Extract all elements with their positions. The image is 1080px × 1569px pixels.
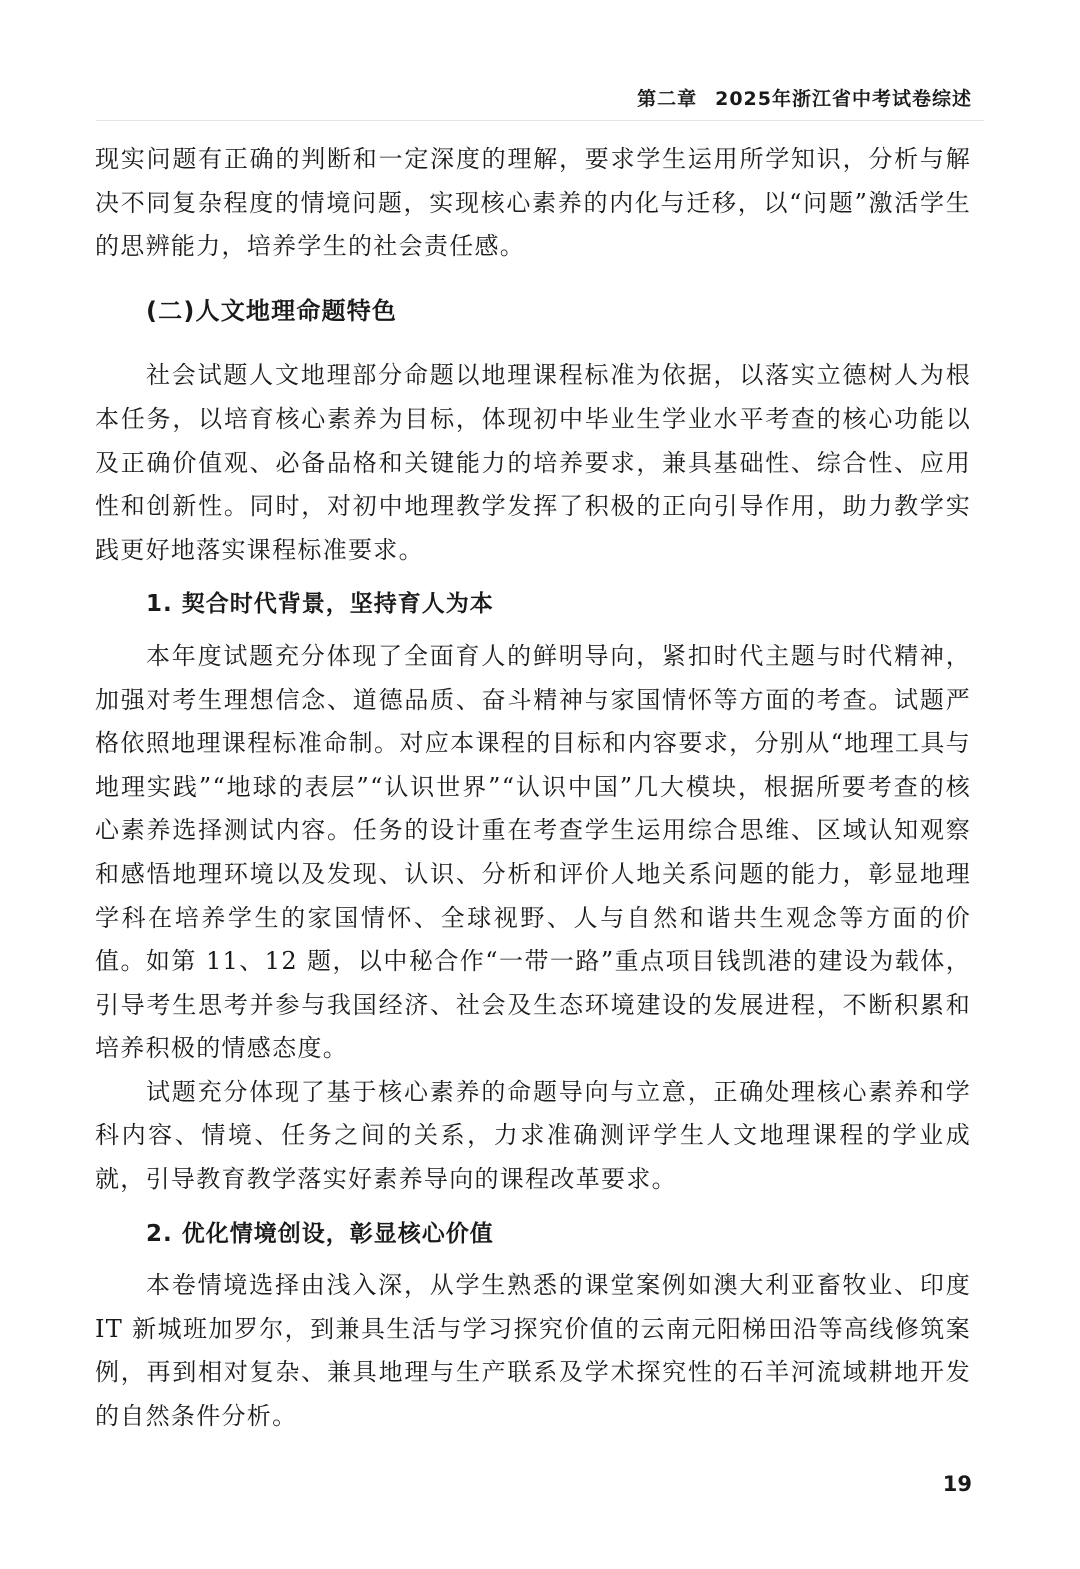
intro-paragraph: 社会试题人文地理部分命题以地理课程标准为依据，以落实立德树人为根本任务，以培育核心素养为目标，体现初中毕业生学业水平考查的核心功能以及正确价值观、必备品格和关键能力的培养要求，兼具基础性、综合性、应用性和创新性。同时，对初中地理教学发挥了积极的正向引导作用，助力教学实践更好地落实课程标准要求。 — [95, 361, 971, 564]
subsection-1-paragraph-1: 本年度试题充分体现了全面育人的鲜明导向，紧扣时代主题与时代精神，加强对考生理想信念、道德品质、奋斗精神与家国情怀等方面的考查。试题严格依照地理课程标准命制。对应本课程的目标和内容要求，分别从“地理工具与地理实践”“地球的表层”“认识世界”“认识中国”几大模块，根据所要考查的核心素养选择测试内容。任务的设计重在考查学生运用综合思维、区域认知观察和感悟地理环境以及发现、认识、分析和评价人地关系问题的能力，彰显地理学科在培养学生的家国情怀、全球视野、人与自然和谐共生观念等方面的价值。如第 11、12 题，以中秘合作“一带一路”重点项目钱凯港的建设为载体，引导考生思考并参与我国经济、社会及生态环境建设的发展进程，不断积累和培养积极的情感态度。 — [95, 641, 971, 1063]
chapter-label: 第二章 — [637, 88, 698, 110]
header-rule — [96, 120, 984, 121]
running-header — [637, 84, 972, 111]
subsection-2-paragraph-1: 本卷情境选择由浅入深，从学生熟悉的课堂案例如澳大利亚畜牧业、印度 IT 新城班加罗尔，到兼具生活与学习探究价值的云南元阳梯田沿等高线修筑案例，再到相对复杂、兼具地理与生产联系及学术探究性的石羊河流域耕地开发的自然条件分析。 — [95, 1271, 971, 1431]
chapter-title: 2025年浙江省中考试卷综述 — [715, 88, 972, 110]
subsection-2-title: 2. 优化情境创设，彰显核心价值 — [146, 1220, 494, 1247]
section-title: (二)人文地理命题特色 — [146, 296, 398, 325]
subsection-1-paragraph-2: 试题充分体现了基于核心素养的命题导向与立意，正确处理核心素养和学科内容、情境、任务之间的关系，力求准确测评学生人文地理课程的学业成就，引导教育教学落实好素养导向的课程改革要求。 — [95, 1077, 971, 1194]
subsection-1-title: 1. 契合时代背景，坚持育人为本 — [146, 591, 494, 618]
body-text — [95, 138, 971, 1439]
page-number: 19 — [942, 1472, 972, 1496]
continued-paragraph: 现实问题有正确的判断和一定深度的理解，要求学生运用所学知识，分析与解决不同复杂程度的情境问题，实现核心素养的内化与迁移，以“问题”激活学生的思辨能力，培养学生的社会责任感。 — [95, 145, 971, 261]
